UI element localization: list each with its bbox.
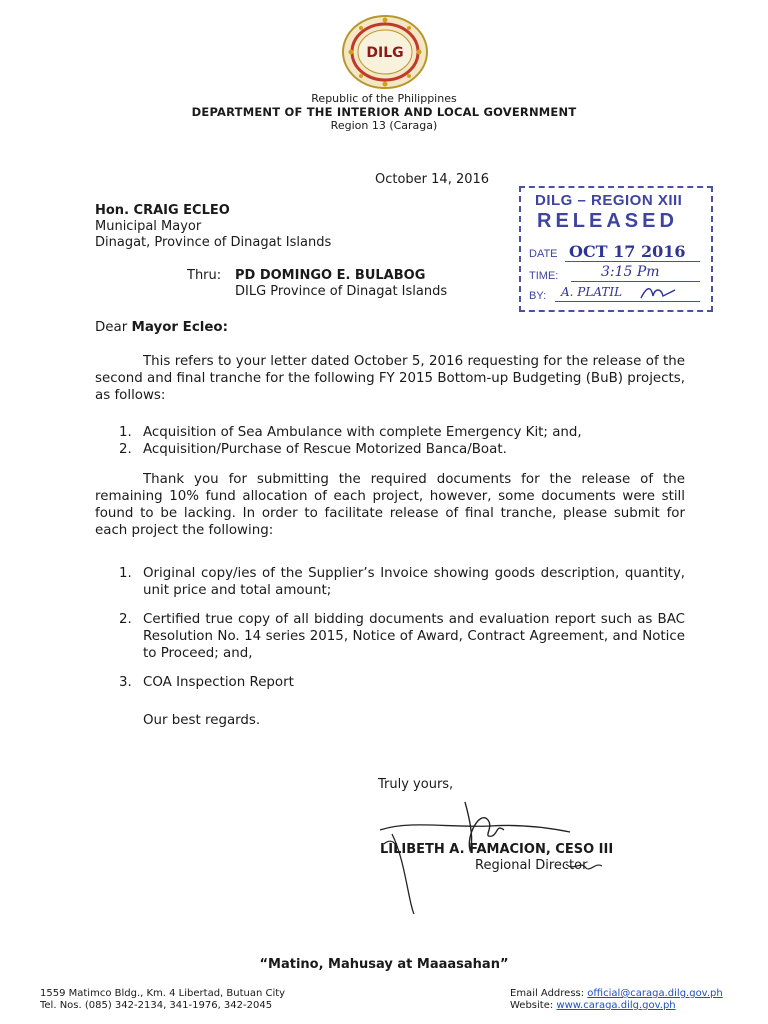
stamp-by-label: BY:: [529, 290, 547, 302]
footer-right: [510, 988, 723, 1012]
email-link[interactable]: official@caraga.dilg.gov.ph: [587, 988, 723, 999]
stamp-time-value: 3:15 Pm: [601, 264, 660, 280]
list-item: 3. COA Inspection Report: [119, 675, 294, 690]
signatory-name: LILIBETH A. FAMACION, CESO III: [380, 842, 614, 857]
released-stamp: [519, 186, 713, 312]
stamp-initials-scribble: [639, 284, 679, 302]
recipient-place: Dinagat, Province of Dinagat Islands: [95, 235, 332, 250]
motto: “Matino, Mahusay at Maaasahan”: [259, 957, 509, 972]
footer-phones: Tel. Nos. (085) 342-2134, 341-1976, 342-2045: [40, 1000, 273, 1011]
dilg-seal-logo: [341, 14, 429, 90]
list-item: 2. Certified true copy of all bidding documents and evaluation report such as BAC Resolution No. 14 series 2015, Notice of Award, Contract Agreement, and Notice to Proceed; and,: [119, 612, 685, 661]
list-item: 2. Acquisition/Purchase of Rescue Motorized Banca/Boat.: [119, 442, 507, 457]
letterhead-department: DEPARTMENT OF THE INTERIOR AND LOCAL GOVERNMENT: [191, 105, 577, 119]
stamp-date-label: DATE: [529, 248, 558, 260]
salutation: [95, 319, 685, 336]
thru-label: Thru:: [187, 268, 222, 283]
signoff: Truly yours,: [378, 777, 454, 792]
paragraph-request: This refers to your letter dated October 5, 2016 requesting for the release of the second and final tranche for the following FY 2015 Bottom-up Budgeting (BuB) projects, as follows:: [95, 354, 685, 403]
project-list: [119, 424, 679, 458]
closing-line: Our best regards.: [143, 713, 261, 728]
letterhead-region: Region 13 (Caraga): [330, 119, 438, 132]
salutation-prefix: Dear: [95, 320, 132, 335]
footer-address: 1559 Matimco Bldg., Km. 4 Libertad, Butuan City: [40, 988, 286, 999]
thru-block: [235, 268, 447, 300]
requirements-list: [119, 565, 685, 691]
letterhead-republic: Republic of the Philippines: [311, 92, 457, 105]
seal-text: DILG: [366, 45, 404, 61]
footer-email-row: Email Address: official@caraga.dilg.gov.ph: [510, 988, 723, 999]
stamp-office: DILG – REGION XIII: [535, 192, 683, 209]
thru-name: PD DOMINGO E. BULABOG: [235, 268, 426, 283]
letter-date: October 14, 2016: [375, 172, 490, 187]
stamp-time-label: TIME:: [529, 270, 559, 282]
website-link[interactable]: www.caraga.dilg.gov.ph: [556, 1000, 676, 1011]
footer-left: [40, 988, 285, 1012]
recipient-name: Hon. CRAIG ECLEO: [95, 203, 230, 218]
stamp-status: RELEASED: [537, 210, 678, 232]
footer-website-row: Website: www.caraga.dilg.gov.ph: [510, 1000, 676, 1011]
salutation-name: Mayor Ecleo:: [131, 320, 228, 335]
recipient-block: [95, 203, 331, 251]
paragraph-requirements: Thank you for submitting the required documents for the release of the remaining 10% fund allocation of each project, however, some documents were still found to be lacking. In order to facilitate release of final tranche, please submit for each project the following:: [95, 472, 685, 538]
stamp-by-value: A. PLATIL: [561, 285, 623, 299]
list-item: 1. Original copy/ies of the Supplier’s Invoice showing goods description, quantity, unit price and total amount;: [119, 566, 685, 598]
stamp-date-value: OCT 17 2016: [569, 242, 686, 261]
list-item: 1. Acquisition of Sea Ambulance with complete Emergency Kit; and,: [119, 425, 582, 440]
signatory-title: Regional Director: [475, 858, 588, 873]
recipient-title: Municipal Mayor: [95, 219, 202, 234]
thru-office: DILG Province of Dinagat Islands: [235, 284, 448, 299]
